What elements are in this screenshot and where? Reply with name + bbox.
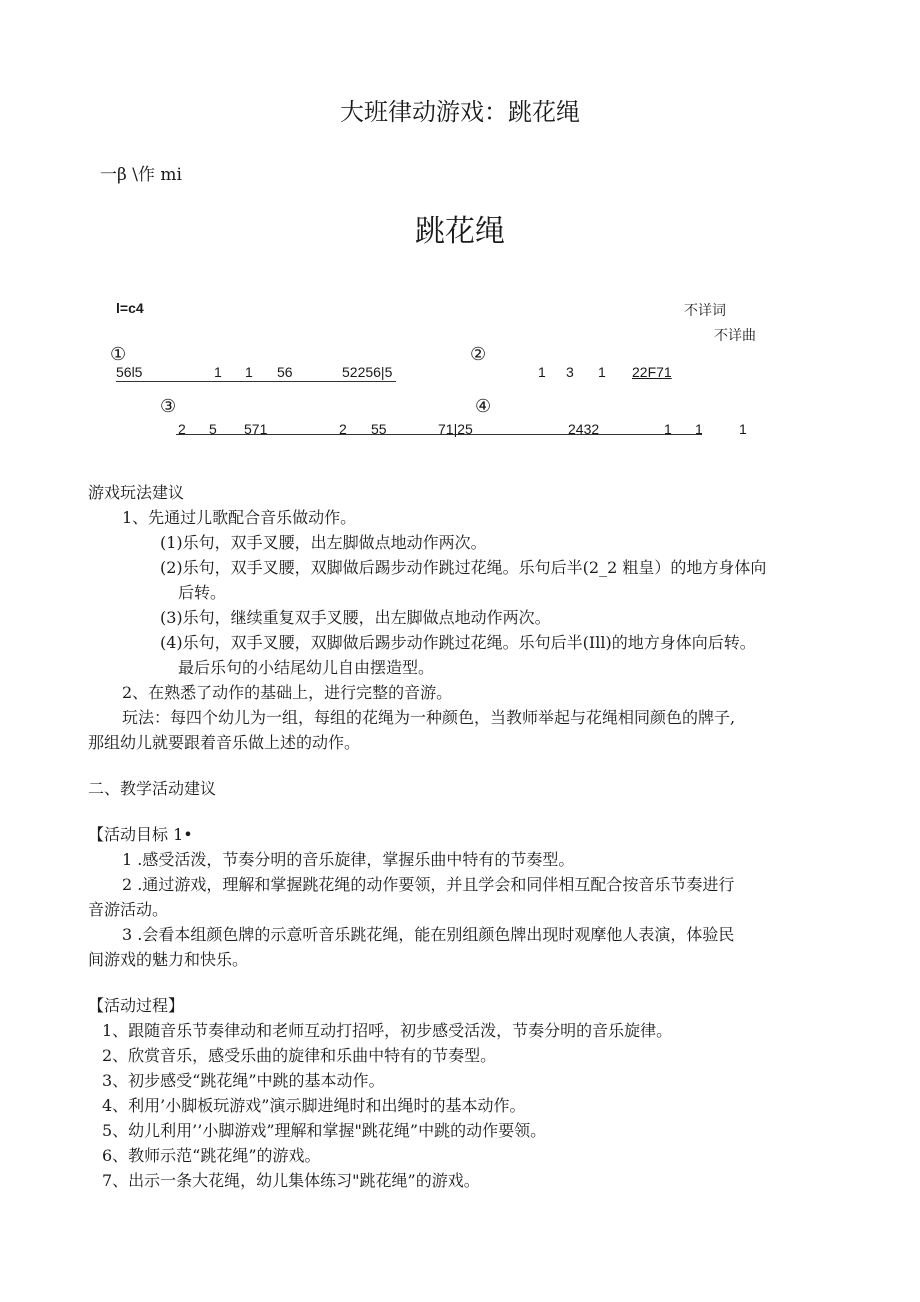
goal-2-cont: 音游活动。 xyxy=(88,900,169,919)
phrase-marker-3: ③ xyxy=(160,396,177,416)
process-step: 3、初步感受“跳花绳”中跳的基本动作。 xyxy=(102,1071,385,1090)
process-heading: 【活动过程】 xyxy=(88,996,185,1015)
goal-3: 3 .会看本组颜色牌的示意听音乐跳花绳，能在别组颜色牌出现时观摩他人表演，体验民 xyxy=(122,925,735,944)
tempo-marking: l=c4 xyxy=(116,300,144,316)
score-note: 1 xyxy=(598,364,606,380)
score-note: 3 xyxy=(566,364,574,380)
goals-heading: 【活动目标 1• xyxy=(88,825,193,844)
process-step: 6、教师示范“跳花绳”的游戏。 xyxy=(102,1146,321,1165)
process-step: 7、出示一条大花绳，幼儿集体练习"跳花绳”的游戏。 xyxy=(102,1171,480,1190)
goal-2: 2 .通过游戏，理解和掌握跳花绳的动作要领，并且学会和同伴相互配合按音乐节奏进行 xyxy=(122,875,735,894)
score-note: 5 xyxy=(209,421,217,437)
score-note: 1 xyxy=(214,364,222,380)
lyricist-credit: 不详词 xyxy=(684,303,726,319)
game-item-2: 2、在熟悉了动作的基础上，进行完整的音游。 xyxy=(122,683,453,702)
score-note: 52256|5 xyxy=(342,364,393,380)
game-play-rule-cont: 那组幼儿就要跟着音乐做上述的动作。 xyxy=(88,733,361,752)
score-line-1-underline xyxy=(116,381,396,382)
goal-3-cont: 间游戏的魅力和快乐。 xyxy=(88,950,249,969)
score-note: 1 xyxy=(664,421,672,437)
score-note: 2 xyxy=(339,421,347,437)
game-play-rule: 玩法：每四个幼儿为一组，每组的花绳为一种颜色，当教师举起与花绳相同颜色的牌子, xyxy=(122,708,736,727)
phrase-marker-1: ① xyxy=(110,344,127,364)
game-item-1: 1、先通过儿歌配合音乐做动作。 xyxy=(122,508,357,527)
process-step: 5、幼儿利用’’小脚游戏”理解和掌握"跳花绳”中跳的动作要领。 xyxy=(102,1121,547,1140)
score-note: 1 xyxy=(245,364,253,380)
score-note: 2 xyxy=(178,421,186,437)
game-sub-4: (4)乐句，双手叉腰，双脚做后踢步动作跳过花绳。乐句后半(Ill)的地方身体向后转。 xyxy=(160,633,756,652)
score-note: 56l5 xyxy=(116,364,143,380)
score-note: 56 xyxy=(277,364,293,380)
score-note: 1 xyxy=(739,421,747,437)
score-note: 1 xyxy=(695,421,703,437)
document-title: 大班律动游戏：跳花绳 xyxy=(340,98,580,126)
score-note: 71|25 xyxy=(438,421,473,437)
game-sub-3: (3)乐句，继续重复双手叉腰，出左脚做点地动作两次。 xyxy=(160,608,551,627)
goal-1: 1 .感受活泼，节奏分明的音乐旋律，掌握乐曲中特有的节奏型。 xyxy=(122,850,575,869)
process-step: 1、跟随音乐节奏律动和老师互动打招呼，初步感受活泼，节奏分明的音乐旋律。 xyxy=(102,1021,673,1040)
game-sub-2: (2)乐句，双手叉腰，双脚做后踢步动作跳过花绳。乐句后半(2_2 粗皇）的地方身体向 xyxy=(160,558,767,577)
phrase-marker-4: ④ xyxy=(475,396,492,416)
score-note: 1 xyxy=(538,364,546,380)
teaching-heading: 二、教学活动建议 xyxy=(88,779,217,798)
game-sub-4-cont: 最后乐句的小结尾幼儿自由摆造型。 xyxy=(178,658,435,677)
score-note: 2432 xyxy=(568,421,600,437)
game-sub-2-cont: 后转。 xyxy=(178,583,227,602)
author-line: 一β \作 mi xyxy=(100,165,182,185)
game-sub-1: (1)乐句，双手叉腰，出左脚做点地动作两次。 xyxy=(160,533,487,552)
song-title: 跳花绳 xyxy=(415,214,505,249)
score-note: 571 xyxy=(244,421,268,437)
process-step: 2、欣赏音乐，感受乐曲的旋律和乐曲中特有的节奏型。 xyxy=(102,1046,497,1065)
score-note: 55 xyxy=(371,421,387,437)
score-note: 22F71 xyxy=(632,364,672,380)
phrase-marker-2: ② xyxy=(470,344,487,364)
game-heading: 游戏玩法建议 xyxy=(88,483,185,502)
composer-credit: 不详曲 xyxy=(714,328,756,344)
process-step: 4、利用’小脚板玩游戏”演示脚进绳时和出绳时的基本动作。 xyxy=(102,1096,526,1115)
